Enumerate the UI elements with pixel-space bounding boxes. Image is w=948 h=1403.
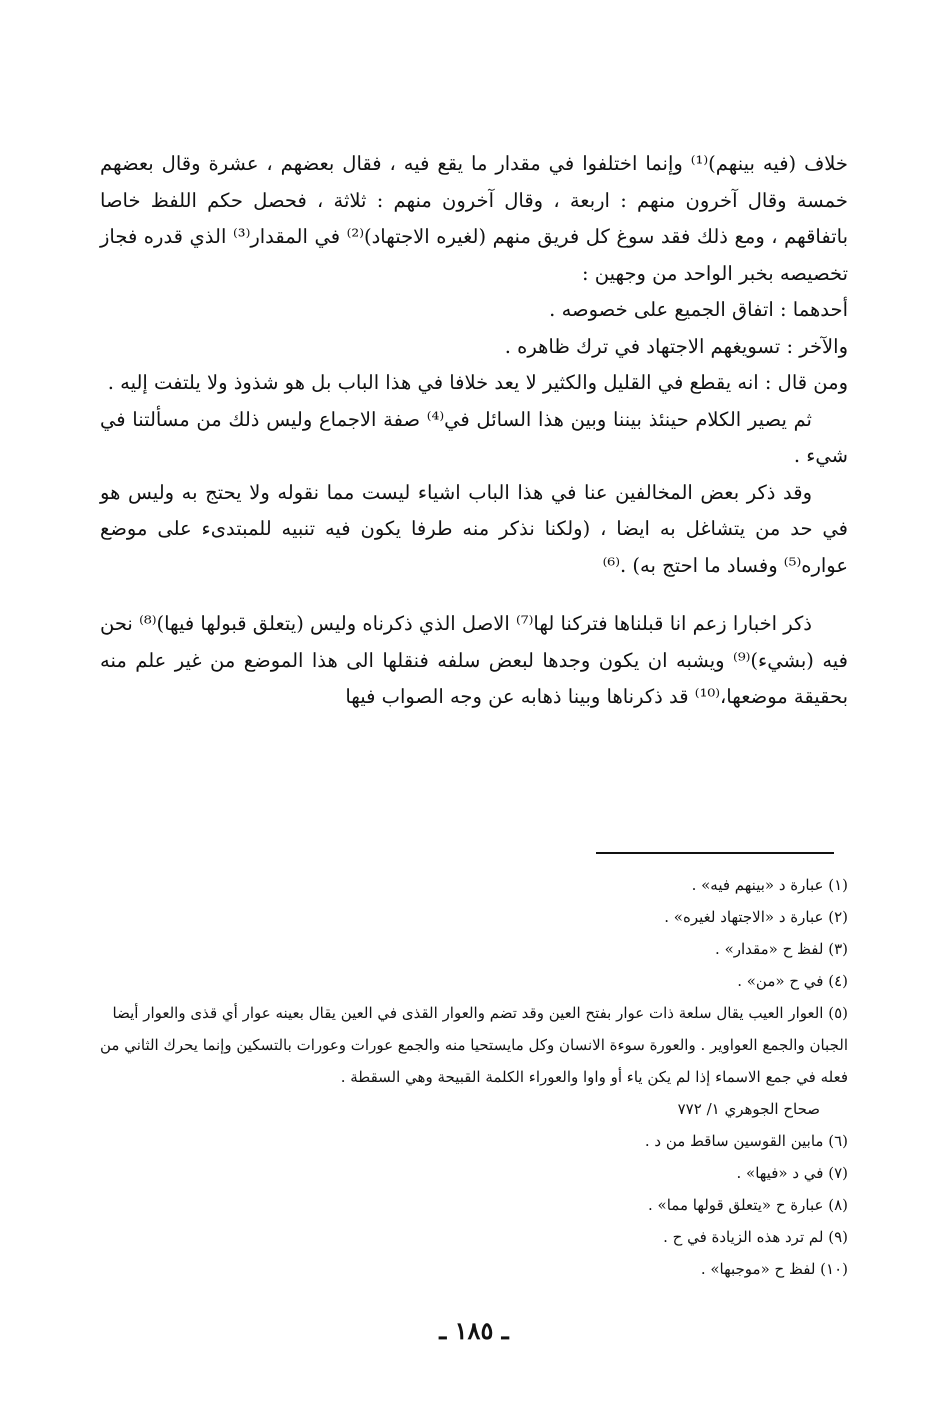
footnote-5-source: صحاح الجوهري ١/ ٧٧٢	[677, 1100, 820, 1118]
footnote-2: (٢) عبارة د «الاجتهاد لغيره» .	[664, 908, 848, 926]
footnote-5: (٥) العوار العيب يقال سلعة ذات عوار بفتح العين وقد تضم والعوار القذى في العين يقال بعينه عوار أي قذى والعوار أيضا الجبان والجمع العواوير . والعورة سوءة الانسان وكل مايستحيا منه والجمع عورات وعورات بالتسكين وإنما يحرك الثاني من فعله في جمع الاسماء إذا لم يكن ياء أو واوا والعوراء الكلمة القبيحة وهي السقطة .	[99, 1004, 848, 1086]
paragraph-1: خلاف (فيه بينهم)⁽¹⁾ وإنما اختلفوا في مقدار ما يقع فيه ، فقال بعضهم ، عشرة وقال بعضهم خمسة وقال آخرون منهم : اربعة ، وقال آخرون منهم : ثلاثة ، فحصل حكم اللفظ خاصا باتفاقهم ، ومع ذلك فقد سوغ كل فريق منهم (لغيره الاجتهاد)⁽²⁾ في المقدار⁽³⁾ الذي قدره فجاز تخصيصه بخبر الواحد من وجهين :	[100, 152, 848, 285]
paragraph-6: وقد ذكر بعض المخالفين عنا في هذا الباب اشياء ليست مما نقوله ولا يحتج به وليس هو في حد من يتشاغل به ايضا ، (ولكنا نذكر منه طرفا يكون فيه تنبيه للمبتدىء على موضع عواره⁽⁵⁾ وفساد ما احتج به) .⁽⁶⁾	[100, 480, 848, 577]
footnote-6: (٦) مابين القوسين ساقط من د .	[644, 1132, 848, 1150]
footnote-separator	[596, 852, 834, 854]
paragraph-7: ذكر اخبارا زعم انا قبلناها فتركنا لها⁽⁷⁾ الاصل الذي ذكرناه وليس (يتعلق قبولها فيها)⁽⁸⁾ نحن فيه (بشيء)⁽⁹⁾ ويشبه ان يكون وجدها لبعض سلفه فنقلها الى هذا الموضع من غير علم منه بحقيقة موضعها،⁽¹⁰⁾ قد ذكرناها وبينا ذهابه عن وجه الصواب فيها	[100, 612, 849, 708]
footnote-4: (٤) في ح «من» .	[737, 972, 848, 990]
paragraph-5: ثم يصير الكلام حينئذ بيننا وبين هذا السائل في⁽⁴⁾ صفة الاجماع وليس ذلك من مسألتنا في شيء .	[100, 407, 848, 467]
footnote-10: (١٠) لفظ ح «موجبها» .	[700, 1260, 848, 1278]
page-number: ـ ١٨٥ ـ	[439, 1316, 509, 1345]
main-text	[100, 146, 848, 716]
footnotes	[100, 869, 848, 1285]
point-two: والآخر : تسويغهم الاجتهاد في ترك ظاهره .	[504, 334, 848, 358]
footnote-9: (٩) لم ترد هذه الزيادة في ح .	[663, 1228, 848, 1246]
footnote-3: (٣) لفظ ح «مقدار» .	[715, 940, 848, 958]
paragraph-4: ومن قال : انه يقطع في القليل والكثير لا يعد خلافا في هذا الباب بل هو شذوذ ولا يلتفت إليه .	[107, 371, 848, 394]
footnote-8: (٨) عبارة ح «يتعلق قولها مما» .	[647, 1196, 848, 1214]
point-one: أحدهما : اتفاق الجميع على خصوصه .	[549, 298, 848, 321]
footnote-1: (١) عبارة د «بينهم فيه» .	[691, 876, 848, 894]
footnote-7: (٧) في د «فيها» .	[736, 1164, 848, 1182]
